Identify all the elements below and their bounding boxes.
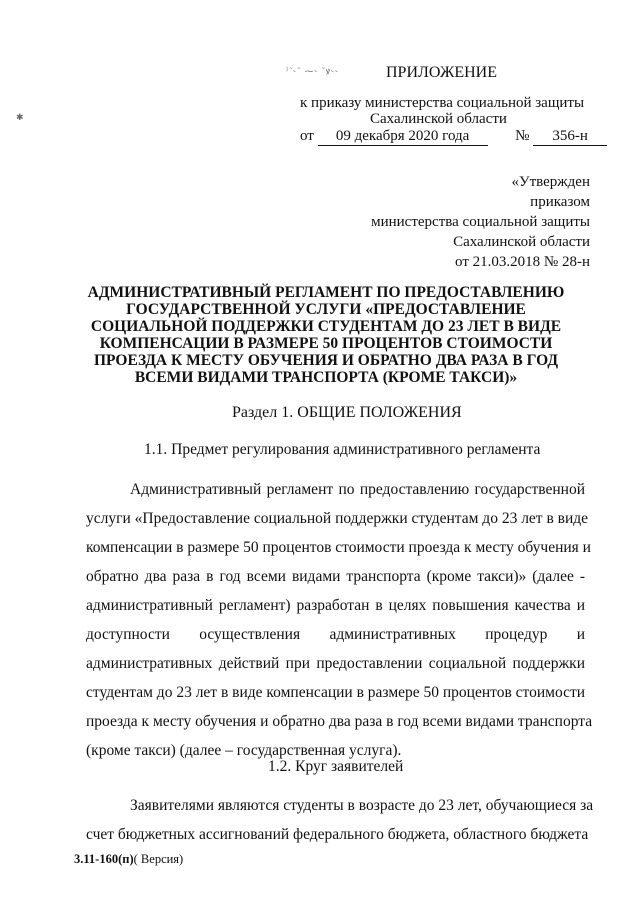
paragraph-line: счет бюджетных ассигнований федерального бюджета, областного бюджета [86, 826, 589, 843]
order-date-line [300, 128, 607, 146]
paragraph-line: Заявителями являются студенты в возрасте до 23 лет, обучающиеся за [130, 797, 594, 814]
paragraph-line: компенсации в размере 50 процентов стоимости проезда к месту обучения и [86, 539, 591, 556]
paragraph-line: услуги «Предоставление социальной поддержки студентам до 23 лет в виде [86, 510, 589, 527]
approval-block [371, 172, 590, 272]
order-number: 356-н [533, 128, 607, 146]
paragraph-line: (кроме такси) (далее – государственная услуга). [86, 742, 402, 759]
paragraph-applicants [86, 791, 594, 849]
document-version: ( Версия) [133, 852, 184, 866]
title-line: ПРОЕЗДА К МЕСТУ ОБУЧЕНИЯ И ОБРАТНО ДВА РАЗА В ГОД [93, 352, 559, 369]
margin-mark-icon: ✱ [16, 112, 24, 122]
approval-line: от 21.03.2018 № 28-н [455, 254, 590, 270]
subsection-heading-1-2: 1.2. Круг заявителей [268, 758, 404, 775]
paragraph-line: административных действий при предоставлении социальной поддержки [86, 655, 585, 672]
paragraph-subject [86, 475, 593, 765]
title-line: ГОСУДАРСТВЕННОЙ УСЛУГИ «ПРЕДОСТАВЛЕНИЕ [126, 301, 526, 318]
document-footer [74, 852, 183, 867]
date-prefix: от [300, 128, 314, 144]
order-reference-line2: Сахалинской области [370, 111, 507, 127]
document-title [70, 284, 582, 386]
number-prefix: № [515, 128, 530, 144]
document-code: 3.11-160(п) [74, 852, 134, 866]
title-line: ВСЕМИ ВИДАМИ ТРАНСПОРТА (КРОМЕ ТАКСИ)» [134, 369, 518, 386]
paragraph-line: административный регламент) разработан в целях повышения качества и [86, 597, 585, 614]
paragraph-line: студентам до 23 лет в виде компенсации в размере 50 процентов стоимости [86, 684, 586, 701]
order-date: 09 декабря 2020 года [318, 128, 488, 146]
title-line: СОЦИАЛЬНОЙ ПОДДЕРЖКИ СТУДЕНТАМ ДО 23 ЛЕТ В ВИДЕ [90, 318, 562, 335]
approval-line: «Утвержден [511, 174, 590, 190]
subsection-heading-1-1: 1.1. Предмет регулирования административного регламента [144, 441, 541, 458]
order-reference-line1: к приказу министерства социальной защиты [300, 95, 585, 111]
paragraph-line: Административный регламент по предоставлению государственной [130, 481, 585, 498]
approval-line: Сахалинской области [453, 234, 590, 250]
paragraph-line: обратно два раза в год всеми видами транспорта (кроме такси)» (далее - [86, 568, 585, 585]
section-heading: Раздел 1. ОБЩИЕ ПОЛОЖЕНИЯ [232, 404, 462, 421]
paragraph-line: проезда к месту обучения и обратно два раза в год всеми видами транспорта [86, 713, 593, 730]
approval-line: министерства социальной защиты [371, 214, 590, 230]
appendix-title: ПРИЛОЖЕНИЕ [386, 64, 498, 81]
title-line: КОМПЕНСАЦИИ В РАЗМЕРЕ 50 ПРОЦЕНТОВ СТОИМОСТИ [99, 335, 553, 352]
handwritten-mark: ˀ˜˞˜ ⁓˞ ˜ꝟ˞˞ [286, 66, 340, 76]
title-line: АДМИНИСТРАТИВНЫЙ РЕГЛАМЕНТ ПО ПРЕДОСТАВЛЕНИЮ [87, 284, 565, 301]
approval-line: приказом [530, 194, 590, 210]
paragraph-line: доступности осуществления административных процедур и [86, 626, 585, 643]
